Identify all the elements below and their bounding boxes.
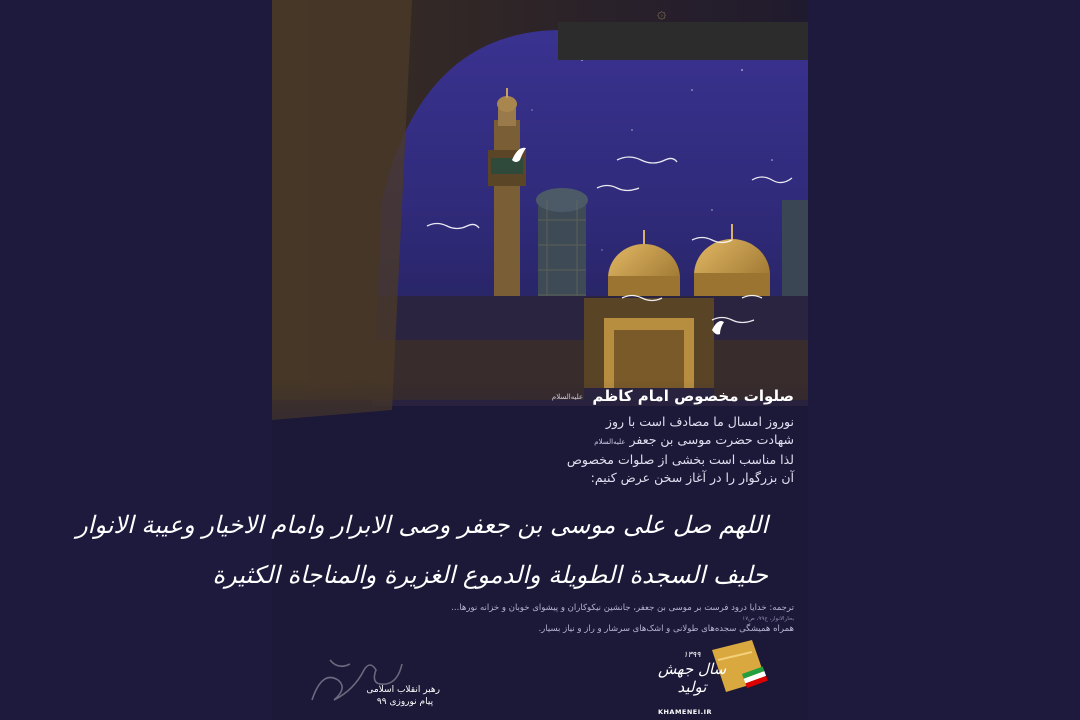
translation-line-2: همراه همیشگی سجده‌های طولانی و اشک‌های سرشار و راز و نیاز بسیار. xyxy=(538,624,794,634)
poem-title-text: صلوات مخصوص امام کاظم xyxy=(592,387,794,405)
poster xyxy=(76,0,808,720)
translation-block xyxy=(294,602,794,636)
leader-caption xyxy=(366,684,440,708)
poem-line-3: لذا مناسب است بخشی از صلوات مخصوص xyxy=(566,451,794,467)
calligraphy-line-2: حلیف السجدة الطویلة والدموع الغزیرة والمناجاة الکثیرة xyxy=(212,561,768,589)
calligraphy-line-1: اللهم صل علی موسی بن جعفر وصی الابرار وامام الاخیار وعیبة الانوار xyxy=(76,511,768,539)
poem-block xyxy=(494,386,794,487)
slogan-text: سال جهش تولید xyxy=(657,660,727,696)
site-url[interactable]: KHAMENEI.IR xyxy=(657,708,713,716)
poem-title-honorific: علیه‌السلام xyxy=(551,392,584,401)
leader-message: پیام نوروزی ۹۹ xyxy=(376,697,434,707)
poem-line-2-text: شهادت حضرت موسی بن جعفر xyxy=(629,431,794,447)
translation-line-1: ترجمه: خدایا درود فرست بر موسی بن جعفر، جانشین نیکوکاران و پیشوای خوبان و خزانه نورها... xyxy=(451,603,794,613)
slogan-year: ۱۳۹۹ xyxy=(683,650,701,659)
leader-title: رهبر انقلاب اسلامی xyxy=(366,685,440,695)
year-slogan xyxy=(652,650,732,696)
poem-title xyxy=(494,386,794,407)
translation-source: بحارالانوار، ج۹۹، ص۱۷ xyxy=(742,616,794,622)
poem-line-1: نوروز امسال ما مصادف است با روز xyxy=(605,413,794,429)
poem-line-2 xyxy=(494,431,794,451)
poem-line-2-honorific: علیه‌السلام xyxy=(594,437,626,446)
svg-text:۞: ۞ xyxy=(657,3,667,22)
poem-line-4: آن بزرگوار را در آغاز سخن عرض کنیم: xyxy=(590,469,794,485)
